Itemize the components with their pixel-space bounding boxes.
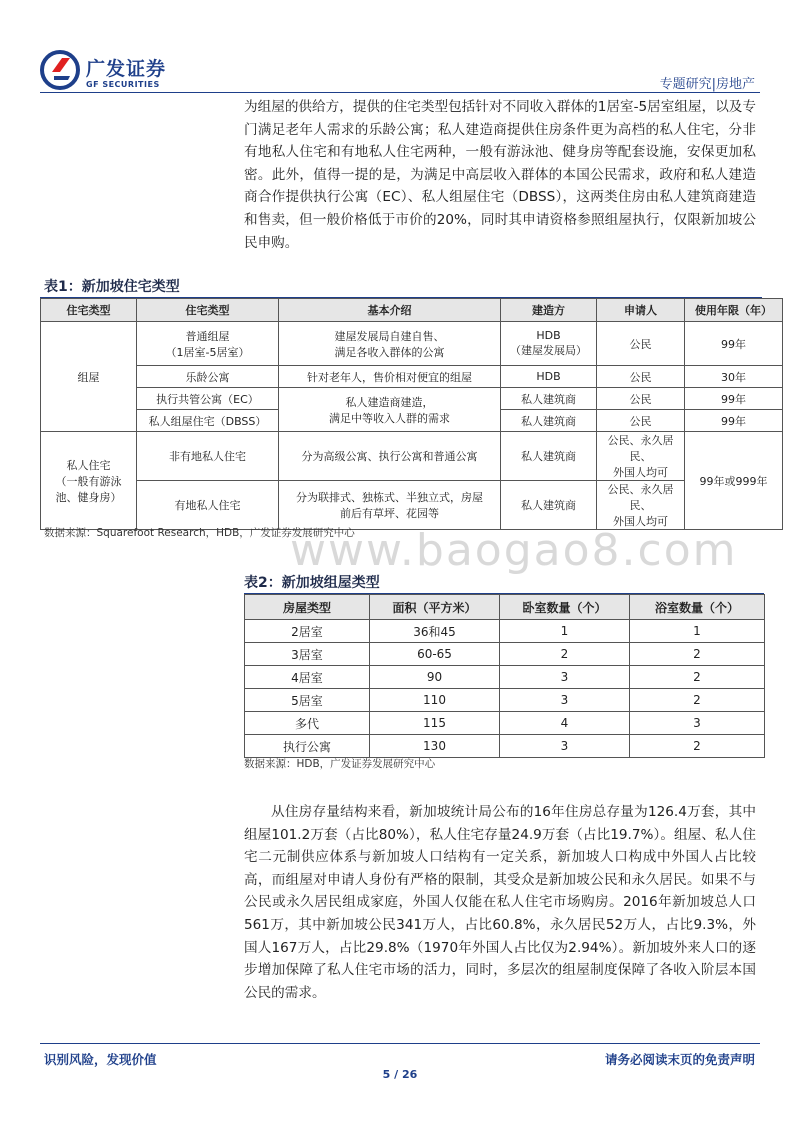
table-cell: 执行公寓	[245, 735, 370, 758]
hdb-flat-types-table	[244, 594, 765, 758]
cell-line: 满足各收入群体的公寓	[334, 345, 445, 359]
table-cell: 30年	[685, 366, 783, 388]
table-cell: 私人建筑商	[501, 432, 597, 481]
table-cell: 执行共管公寓（EC）	[137, 388, 279, 410]
table2-header-cell: 面积（平方米）	[370, 595, 500, 620]
table-cell: 2	[630, 666, 765, 689]
table2-header-cell: 浴室数量（个）	[630, 595, 765, 620]
logo-text-en: GF SECURITIES	[86, 80, 160, 89]
table-cell	[279, 481, 501, 530]
table-cell: 115	[370, 712, 500, 735]
table-cell: 公民	[597, 322, 685, 366]
table-cell: 60-65	[370, 643, 500, 666]
table-cell	[501, 322, 597, 366]
cell-line: （建屋发展局）	[510, 344, 587, 357]
table1-header-cell: 使用年限（年）	[685, 299, 783, 322]
footer-divider	[40, 1043, 760, 1044]
table-cell	[597, 432, 685, 481]
table-row	[245, 712, 765, 735]
table1-header-cell: 建造方	[501, 299, 597, 322]
table1-header-cell: 住宅类型	[137, 299, 279, 322]
table-cell: 3	[500, 735, 630, 758]
table-cell: 私人建筑商	[501, 410, 597, 432]
table-cell: 多代	[245, 712, 370, 735]
table-cell	[597, 481, 685, 530]
table-cell: 2	[500, 643, 630, 666]
cell-line: 私人住宅	[66, 458, 111, 472]
cell-line: （一般有游泳	[55, 474, 122, 488]
table-row	[41, 388, 783, 410]
table-cell: 1	[630, 620, 765, 643]
table-cell: 2	[630, 643, 765, 666]
table-cell: 公民	[597, 410, 685, 432]
housing-types-table	[40, 298, 783, 530]
table-cell: 2居室	[245, 620, 370, 643]
table-cell: 乐龄公寓	[137, 366, 279, 388]
table-cell	[279, 388, 501, 432]
cell-line: 私人建造商建造，	[345, 395, 434, 409]
table-cell: 公民	[597, 388, 685, 410]
group-cell-private	[41, 432, 137, 530]
cell-line: 外国人均可	[613, 466, 668, 479]
cell-line: 池、健身房）	[55, 490, 122, 504]
table2-title: 表2：新加坡组屋类型	[244, 575, 380, 591]
cell-line: 分为联排式、独栋式、半独立式，房屋	[296, 491, 483, 504]
table1-source: 数据来源：Squarefoot Research，HDB，广发证券发展研究中心	[44, 527, 355, 539]
table-cell: 私人建筑商	[501, 388, 597, 410]
table-row	[41, 481, 783, 530]
table-cell: 130	[370, 735, 500, 758]
table1-header-cell: 基本介绍	[279, 299, 501, 322]
table-row	[41, 432, 783, 481]
table-cell: 5居室	[245, 689, 370, 712]
table-cell: 99年	[685, 410, 783, 432]
table1-title: 表1：新加坡住宅类型	[44, 279, 180, 295]
table-cell: 公民	[597, 366, 685, 388]
table2-header-cell: 房屋类型	[245, 595, 370, 620]
table1-header-cell: 住宅类型	[41, 299, 137, 322]
gf-logo-icon	[40, 50, 80, 90]
table-cell: 1	[500, 620, 630, 643]
table-cell: 2	[630, 689, 765, 712]
footer-disclaimer-link: 请务必阅读末页的免责声明	[604, 1052, 755, 1067]
table-cell: 99年	[685, 322, 783, 366]
table-row	[245, 689, 765, 712]
table-cell: 3	[500, 666, 630, 689]
table2-header-cell: 卧室数量（个）	[500, 595, 630, 620]
table-cell: 非有地私人住宅	[137, 432, 279, 481]
header-divider	[40, 92, 760, 93]
cell-line: 建屋发展局自建自售、	[334, 329, 445, 343]
cell-line: 满足中等收入人群的需求	[329, 411, 450, 425]
table-cell	[279, 322, 501, 366]
table-cell: 私人组屋住宅（DBSS）	[137, 410, 279, 432]
table-cell: 2	[630, 735, 765, 758]
cell-line: （1居室-5居室）	[165, 345, 250, 359]
table1-header-row	[41, 299, 783, 322]
table-row	[245, 643, 765, 666]
table-row	[245, 666, 765, 689]
company-logo	[40, 50, 180, 98]
table-cell: 4居室	[245, 666, 370, 689]
table2-source: 数据来源：HDB，广发证券发展研究中心	[244, 758, 436, 770]
table1-header-cell: 申请人	[597, 299, 685, 322]
table-cell	[137, 322, 279, 366]
table-row	[245, 620, 765, 643]
table-cell: HDB	[501, 366, 597, 388]
table-cell: 3居室	[245, 643, 370, 666]
table-cell: 私人建筑商	[501, 481, 597, 530]
table-cell: 4	[500, 712, 630, 735]
cell-line: 公民、永久居民、	[607, 434, 674, 463]
cell-line: 前后有草坪、花园等	[340, 507, 439, 520]
table2-header-row	[245, 595, 765, 620]
analysis-paragraph: 从住房存量结构来看，新加坡统计局公布的16年住房总存量为126.4万套，其中组屋101.2万套（占比80%），私人住宅存量24.9万套（占比19.7%）。组屋、私人住宅二元制供应体系与新加坡人口结构有一定关系，新加坡人口构成中外国人占比较高，而组屋对申请人身份有严格的限制，其受众是新加坡公民和永久居民。如果不与公民或永久居民组成家庭，外国人仅能在私人住宅市场购房。2016年新加坡总人口561万，其中新加坡公民341万人，占比60.8%，永久居民52万人，占比9.3%，外国人167万人，占比29.8%（1970年外国人占比仅为2.94%）。新加坡外来人口的逐步增加保障了私人住宅市场的活力，同时，多层次的组屋制度保障了各收入阶层本国公民的需求。	[244, 804, 756, 1001]
group-cell-hdb: 组屋	[41, 322, 137, 432]
table-cell: 针对老年人，售价相对便宜的组屋	[279, 366, 501, 388]
page-number: 5 / 26	[382, 1068, 418, 1081]
table-cell: 90	[370, 666, 500, 689]
logo-text-cn: 广发证券	[86, 58, 167, 80]
cell-line: HDB	[536, 329, 561, 342]
watermark: www.baogao8.com	[290, 525, 738, 576]
table-row	[41, 366, 783, 388]
report-section: 专题研究|房地产	[659, 77, 755, 92]
table-cell: 3	[500, 689, 630, 712]
table-cell: 分为高级公寓、执行公寓和普通公寓	[279, 432, 501, 481]
table-cell: 110	[370, 689, 500, 712]
cell-line: 普通组屋	[185, 329, 230, 343]
cell-line: 外国人均可	[613, 515, 668, 528]
footer-slogan: 识别风险，发现价值	[44, 1052, 157, 1067]
table-cell: 36和45	[370, 620, 500, 643]
table-cell: 有地私人住宅	[137, 481, 279, 530]
table-row	[41, 322, 783, 366]
table-cell: 3	[630, 712, 765, 735]
cell-line: 公民、永久居民、	[607, 483, 674, 512]
table-cell: 99年或999年	[685, 432, 783, 530]
table-row	[245, 735, 765, 758]
intro-paragraph: 为组屋的供给方，提供的住宅类型包括针对不同收入群体的1居室-5居室组屋，以及专门满足老年人需求的乐龄公寓；私人建造商提供住房条件更为高档的私人住宅，分非有地私人住宅和有地私人住宅两种，一般有游泳池、健身房等配套设施，安保更加私密。此外，值得一提的是，为满足中高层收入群体的本国公民需求，政府和私人建造商合作提供执行公寓（EC）、私人组屋住宅（DBSS），这两类住房由私人建筑商建造和售卖，但一般价格低于市价的20%，同时其申请资格参照组屋执行，仅限新加坡公民申购。	[244, 99, 756, 251]
table-cell: 99年	[685, 388, 783, 410]
